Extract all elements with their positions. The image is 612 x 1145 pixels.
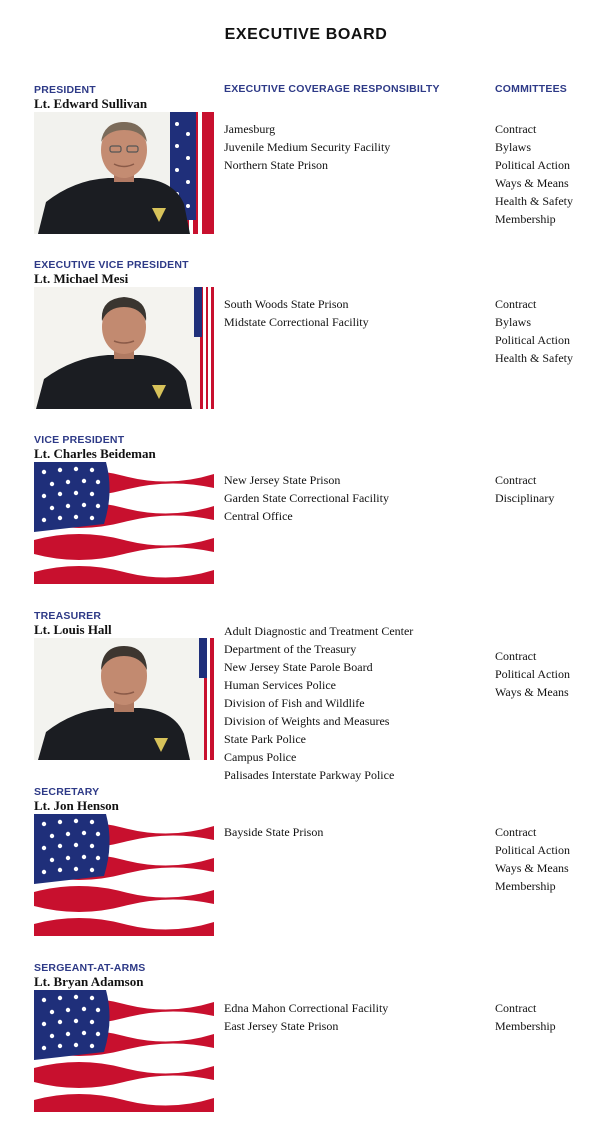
committee-item: Bylaws bbox=[495, 140, 531, 154]
committee-item: Ways & Means bbox=[495, 685, 569, 699]
coverage-item: New Jersey State Prison bbox=[224, 473, 341, 487]
coverage-column-heading: EXECUTIVE COVERAGE RESPONSIBILTY bbox=[224, 83, 440, 95]
member-role: EXECUTIVE VICE PRESIDENT bbox=[34, 259, 189, 271]
american-flag-image bbox=[34, 814, 214, 936]
coverage-item: South Woods State Prison bbox=[224, 297, 349, 311]
portrait-photo bbox=[34, 638, 214, 760]
coverage-item: Adult Diagnostic and Treatment Center bbox=[224, 624, 414, 638]
committee-item: Political Action bbox=[495, 158, 570, 172]
committee-item: Contract bbox=[495, 297, 537, 311]
coverage-item: Juvenile Medium Security Facility bbox=[224, 140, 391, 154]
coverage-list bbox=[224, 471, 389, 525]
committee-item: Membership bbox=[495, 1019, 556, 1033]
member-role: TREASURER bbox=[34, 610, 102, 622]
coverage-item: East Jersey State Prison bbox=[224, 1019, 339, 1033]
portrait-photo bbox=[34, 287, 214, 409]
coverage-list bbox=[224, 823, 323, 841]
member-role: VICE PRESIDENT bbox=[34, 434, 125, 446]
member-role: PRESIDENT bbox=[34, 84, 96, 96]
committees-list bbox=[495, 999, 556, 1035]
committee-item: Political Action bbox=[495, 333, 570, 347]
member-role: SECRETARY bbox=[34, 786, 100, 798]
coverage-list bbox=[224, 120, 390, 174]
coverage-item: Midstate Correctional Facility bbox=[224, 315, 369, 329]
member-name: Lt. Jon Henson bbox=[34, 798, 119, 813]
coverage-item: Central Office bbox=[224, 509, 293, 523]
committee-item: Political Action bbox=[495, 667, 570, 681]
committee-item: Contract bbox=[495, 649, 537, 663]
member-photo bbox=[34, 814, 214, 936]
committees-list bbox=[495, 823, 570, 895]
member-name: Lt. Louis Hall bbox=[34, 622, 112, 637]
american-flag-image bbox=[34, 990, 214, 1112]
american-flag-image bbox=[34, 462, 214, 584]
member-role: SERGEANT-AT-ARMS bbox=[34, 962, 146, 974]
member-photo bbox=[34, 990, 214, 1112]
coverage-list bbox=[224, 622, 413, 784]
coverage-item: Northern State Prison bbox=[224, 158, 328, 172]
member-name: Lt. Charles Beideman bbox=[34, 446, 156, 461]
member-photo bbox=[34, 112, 214, 234]
portrait-photo bbox=[34, 112, 214, 234]
committee-item: Contract bbox=[495, 122, 537, 136]
committees-list bbox=[495, 471, 554, 507]
committee-item: Health & Safety bbox=[495, 194, 573, 208]
member-photo bbox=[34, 638, 214, 760]
coverage-item: Garden State Correctional Facility bbox=[224, 491, 389, 505]
coverage-item: Campus Police bbox=[224, 750, 297, 764]
committee-item: Contract bbox=[495, 473, 537, 487]
committee-item: Political Action bbox=[495, 843, 570, 857]
committees-list bbox=[495, 647, 570, 701]
coverage-list bbox=[224, 295, 369, 331]
member-name: Lt. Bryan Adamson bbox=[34, 974, 144, 989]
coverage-item: Bayside State Prison bbox=[224, 825, 324, 839]
member-photo bbox=[34, 287, 214, 409]
coverage-item: Division of Fish and Wildlife bbox=[224, 696, 365, 710]
coverage-item: Human Services Police bbox=[224, 678, 336, 692]
committee-item: Membership bbox=[495, 879, 556, 893]
committees-list bbox=[495, 295, 573, 367]
coverage-item: Department of the Treasury bbox=[224, 642, 357, 656]
committee-item: Membership bbox=[495, 212, 556, 226]
committees-list bbox=[495, 120, 573, 228]
committee-item: Contract bbox=[495, 825, 537, 839]
coverage-item: New Jersey State Parole Board bbox=[224, 660, 373, 674]
committee-item: Bylaws bbox=[495, 315, 531, 329]
member-name: Lt. Edward Sullivan bbox=[34, 96, 148, 111]
member-photo bbox=[34, 462, 214, 584]
coverage-item: Division of Weights and Measures bbox=[224, 714, 390, 728]
coverage-list bbox=[224, 999, 388, 1035]
member-name: Lt. Michael Mesi bbox=[34, 271, 129, 286]
coverage-item: Edna Mahon Correctional Facility bbox=[224, 1001, 389, 1015]
coverage-item: Palisades Interstate Parkway Police bbox=[224, 768, 395, 782]
page-title: EXECUTIVE BOARD bbox=[224, 26, 388, 43]
coverage-item: State Park Police bbox=[224, 732, 306, 746]
coverage-item: Jamesburg bbox=[224, 122, 276, 136]
committee-item: Disciplinary bbox=[495, 491, 555, 505]
committee-item: Contract bbox=[495, 1001, 537, 1015]
committees-column-heading: COMMITTEES bbox=[495, 83, 567, 95]
committee-item: Ways & Means bbox=[495, 176, 569, 190]
committee-item: Ways & Means bbox=[495, 861, 569, 875]
committee-item: Health & Safety bbox=[495, 351, 573, 365]
